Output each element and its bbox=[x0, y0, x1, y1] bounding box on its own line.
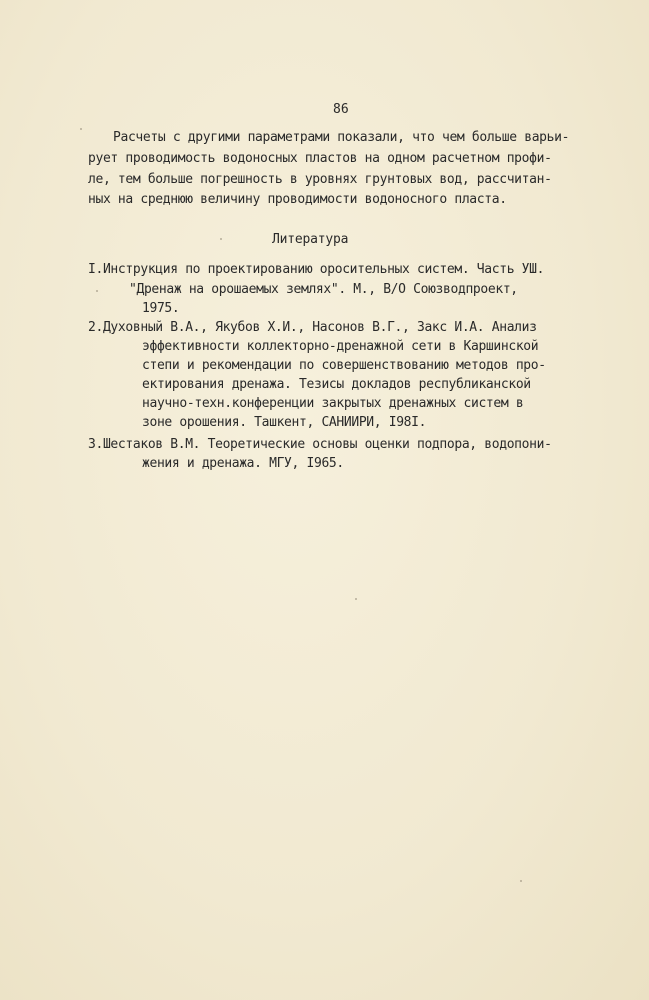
paper-speck bbox=[80, 128, 82, 130]
paragraph-line: ных на среднюю величину проводимости водоносного пласта. bbox=[88, 192, 507, 207]
section-heading: Литература bbox=[272, 232, 349, 247]
reference-line: 2.Духовный В.А., Якубов Х.И., Насонов В.Г., Закс И.А. Анализ bbox=[88, 320, 537, 335]
paper-speck bbox=[220, 238, 222, 240]
paragraph-line: рует проводимость водоносных пластов на одном расчетном профи- bbox=[88, 151, 552, 166]
reference-line: 1975. bbox=[142, 301, 180, 316]
reference-line: степи и рекомендации по совершенствованию методов про- bbox=[142, 358, 546, 373]
reference-line: I.Инструкция по проектированию оросительных систем. Часть УШ. bbox=[88, 262, 545, 277]
reference-line: эффективности коллекторно-дренажной сети в Каршинской bbox=[142, 339, 539, 354]
reference-line: зоне орошения. Ташкент, САНИИРИ, I98I. bbox=[142, 415, 427, 430]
reference-line: жения и дренажа. МГУ, I965. bbox=[142, 456, 344, 471]
page-number: 86 bbox=[333, 102, 349, 117]
paper-speck bbox=[355, 598, 357, 600]
paper-speck bbox=[520, 880, 522, 882]
paragraph-line: Расчеты с другими параметрами показали, что чем больше варьи- bbox=[113, 130, 570, 145]
reference-line: 3.Шестаков В.М. Теоретические основы оценки подпора, водопони- bbox=[88, 437, 552, 452]
reference-line: ектирования дренажа. Тезисы докладов республиканской bbox=[142, 377, 531, 392]
paragraph-line: ле, тем больше погрешность в уровнях грунтовых вод, рассчитан- bbox=[88, 172, 552, 187]
paper-speck bbox=[96, 290, 98, 292]
reference-line: "Дренаж на орошаемых землях". М., В/О Союзводпроект, bbox=[129, 282, 518, 297]
reference-line: научно-техн.конференции закрытых дренажных систем в bbox=[142, 396, 524, 411]
